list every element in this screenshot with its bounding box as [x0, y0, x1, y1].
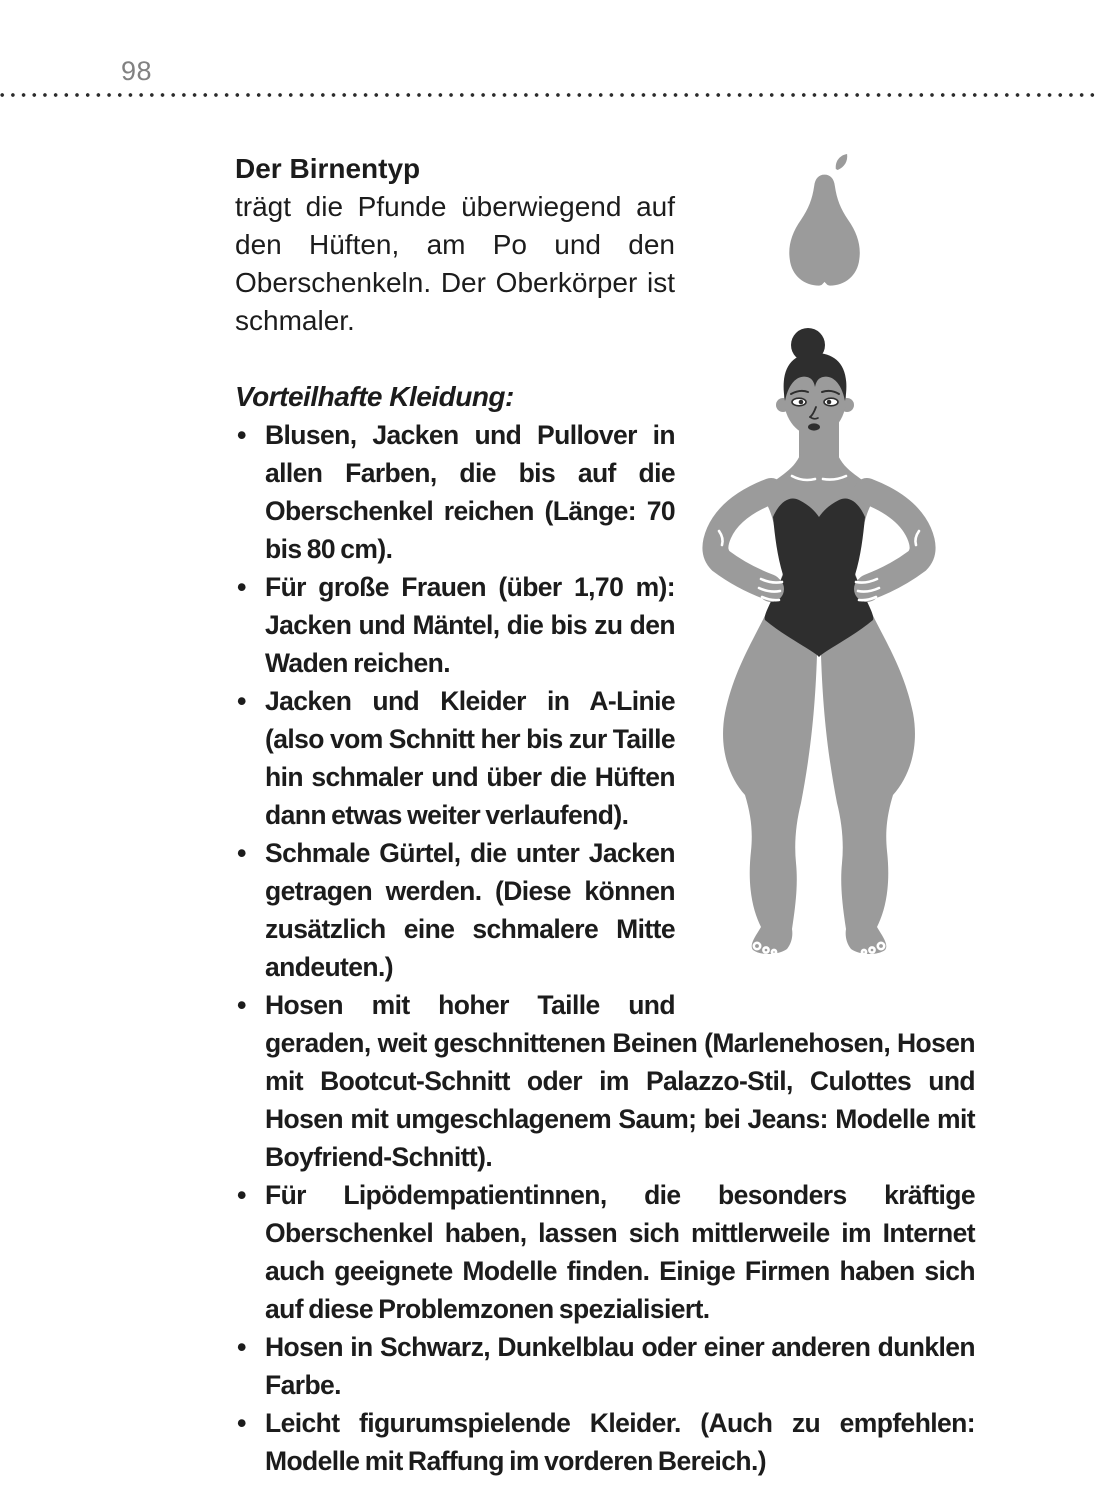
- list-item: [235, 986, 975, 1176]
- pear-shape: [789, 154, 860, 286]
- bullet-icon: •: [237, 420, 247, 450]
- bullet-icon: •: [237, 1408, 247, 1438]
- dotted-divider: [0, 92, 1100, 98]
- bullet-icon: •: [237, 686, 247, 716]
- list-item-text: Hosen in Schwarz, Dunkelblau oder einer anderen dunklen Farbe.: [265, 1332, 975, 1400]
- list-item: [235, 682, 975, 834]
- list-item: [235, 834, 975, 986]
- bullet-icon: •: [237, 838, 247, 868]
- list-item: [235, 416, 975, 568]
- advice-list: [235, 416, 975, 1480]
- bullet-icon: •: [237, 1332, 247, 1362]
- list-item-text: Jacken und Kleider in A-Linie (also vom Schnitt her bis zur Taille hin schmaler und über die Hüften dann etwas weiter verlaufend).: [265, 686, 675, 830]
- page-content: [235, 150, 975, 1480]
- bullet-icon: •: [237, 990, 247, 1020]
- section-heading: Der Birnentyp: [235, 153, 421, 184]
- list-item-text: Hosen mit hoher Taille und geraden, weit geschnittenen Beinen (Marlenehosen, Hosen mit Bootcut-Schnitt oder im Palazzo-Stil, Culottes und Hosen mit umgeschlagenem Saum; bei Jeans: Modelle mit Boyfriend-Schnitt).: [265, 990, 975, 1172]
- list-item: [235, 1328, 975, 1404]
- list-item-text: Leicht figurumspielende Kleider. (Auch zu empfehlen: Modelle mit Raffung im vorderen Bereich.): [265, 1408, 975, 1476]
- intro-paragraph: trägt die Pfunde überwiegend auf den Hüften, am Po und den Oberschenkeln. Der Oberkörper ist schmaler.: [235, 191, 675, 336]
- list-item-text: Für Lipödempatientinnen, die besonders kräftige Oberschenkel haben, lassen sich mittlerweile im Internet auch geeignete Modelle finden. Einige Firmen haben sich auf diese Problemzonen spezialisiert.: [265, 1180, 975, 1324]
- pear-icon: [779, 154, 871, 295]
- list-item: [235, 1404, 975, 1480]
- list-item: [235, 568, 975, 682]
- list-item-text: Blusen, Jacken und Pullover in allen Farben, die bis auf die Oberschenkel reichen (Länge: 70 bis 80 cm).: [265, 420, 675, 564]
- bullet-icon: •: [237, 572, 247, 602]
- subheading: Vorteilhafte Kleidung:: [235, 381, 514, 412]
- list-item: [235, 1176, 975, 1328]
- bullet-icon: •: [237, 1180, 247, 1210]
- list-item-text: Für große Frauen (über 1,70 m): Jacken und Mäntel, die bis zu den Waden reichen.: [265, 572, 675, 678]
- page-number: 98: [121, 56, 153, 86]
- list-item-text: Schmale Gürtel, die unter Jacken getragen werden. (Diese können zusätzlich eine schmalere Mitte andeuten.): [265, 838, 675, 982]
